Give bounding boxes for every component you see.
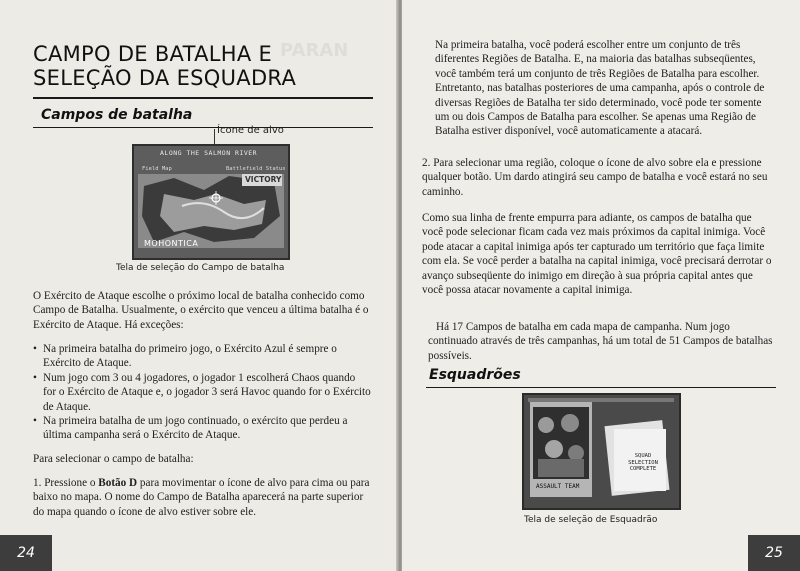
step-2: 2. Para selecionar uma região, coloque o ícone de alvo sobre ela e pressione qualquer botão. Um dardo atingirá seu campo de batalha e você estará no seu caminho. [422,157,768,198]
bleed-through-text: PARAN [280,40,349,61]
page-number-left: 24 [0,535,52,571]
screenshot-banner: ALONG THE SALMON RIVER [160,149,258,157]
right-page [402,0,800,571]
intro-paragraph: O Exército de Ataque escolhe o próximo local de batalha conhecido como Campo de Batalha. Usualmente, o exército que venceu a última batalha é o Exército de Ataque. Há exceções: [33,290,369,331]
step-1-text: para movimentar o ícone de alvo para cima ou para baixo no mapa. O nome do Campo de Batalha aparecerá na parte superior do mapa quando o ícone de alvo estiver sobre ele. [33,477,370,518]
screenshot-victory: VICTORY [245,175,282,184]
right-paragraph-1: Na primeira batalha, você poderá escolher entre um conjunto de três diferentes Regiões de Batalha. E, na maioria das batalhas subseqüentes, você também terá um conjunto de três Regiões de Batalha para escolher. Entretanto, nas batalhas posteriores de uma campanha, após o controle de diversas Regiões de Batalha ter sido determinado, você pode ter somente um ou dois Campos de Batalha para escolher. Se apenas uma Região de Batalha estiver disponível, você automaticamente a atacará. [435,39,765,138]
left-page [0,0,398,571]
screenshot-field-map: Field Map [142,166,172,172]
step-1-prefix: 1. Pressione o [33,477,99,489]
page-title: CAMPO DE BATALHA E SELEÇÃO DA ESQUADRA [33,42,297,90]
callout-label: Ícone de alvo [217,125,284,136]
battlefield-screenshot [132,144,290,260]
exceptions-list [33,342,371,443]
section-rule-2 [426,387,776,388]
screenshot-status: Battlefield Status [226,166,286,172]
right-paragraph-3: Há 17 Campos de batalha em cada mapa de campanha. Num jogo continuado através de três campanhas, há um total de 51 Campos de batalhas possíveis. [428,321,773,362]
list-item: • Num jogo com 3 ou 4 jogadores, o jogador 1 escolherá Chaos quando for o Exército de Ataque e, o jogador 3 será Havoc quando for o Exército de Ataque. [33,371,371,414]
squad-graphic [524,395,679,508]
caption-battlefield: Tela de seleção do Campo de batalha [116,263,285,273]
title-rule [33,97,373,99]
squad-screenshot [522,393,681,510]
list-item: • Na primeira batalha do primeiro jogo, o Exército Azul é sempre o Exército de Ataque. [33,342,371,371]
caption-squad: Tela de seleção de Esquadrão [524,515,658,525]
section-rule [33,127,373,128]
step-1-button: Botão D [98,477,138,489]
screenshot-team-label: ASSAULT TEAM [536,483,580,490]
select-intro: Para selecionar o campo de batalha: [33,453,194,465]
section-heading-squads: Esquadrões [429,367,521,383]
section-heading-battlefields: Campos de batalha [41,107,193,123]
step-1 [33,476,371,519]
screenshot-region-name: MOHONTICA [144,239,199,248]
right-paragraph-2: Como sua linha de frente empurra para adiante, os campos de batalha que você pode selecionar ficam cada vez mais próximos da capital inimiga. Você pode atacar a capital inimiga após ter capturado um território que faça limite com ela. Se você perder a batalha na capital inimiga, você precisará derrotar o avanço subseqüente do inimigo em direção à sua própria capital antes que você possa atacar novamente a capital inimiga. [422,212,772,297]
screenshot-squad-status: SQUAD SELECTION COMPLETE [628,453,658,472]
page-number-right: 25 [748,535,800,571]
list-item: • Na primeira batalha de um jogo continuado, o exército que perdeu a última campanha será o Exército de Ataque. [33,414,371,443]
